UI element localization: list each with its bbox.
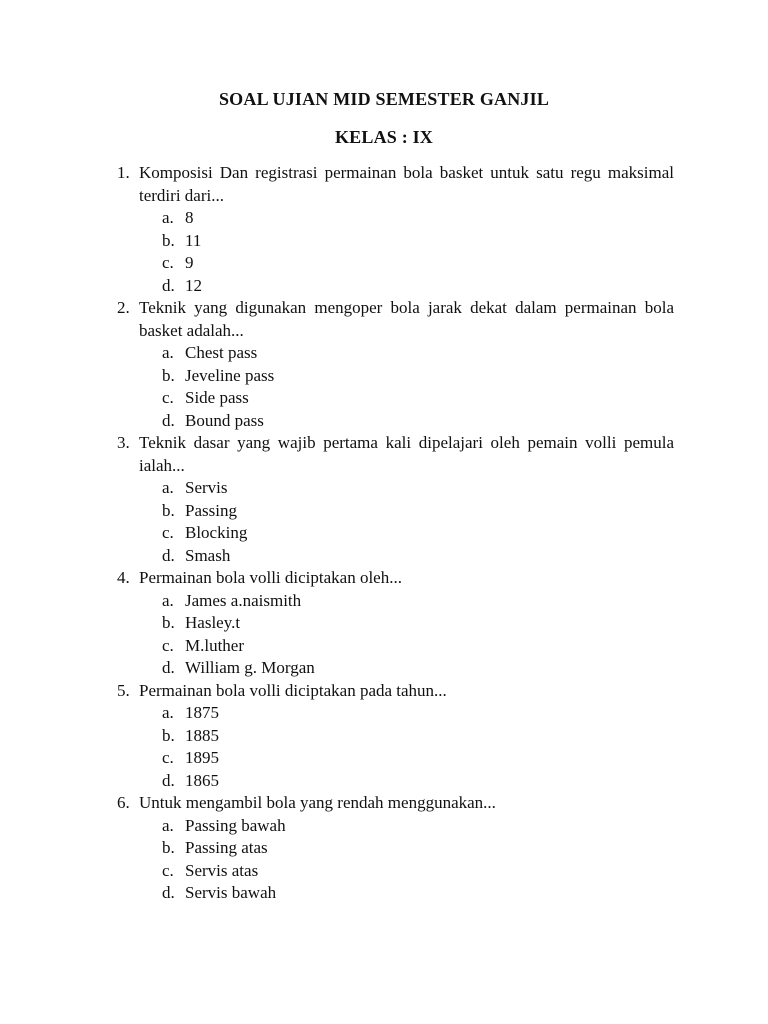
question-text: Untuk mengambil bola yang rendah menggunakan... xyxy=(139,793,496,812)
answer-option xyxy=(0,545,768,568)
answer-option xyxy=(0,365,768,388)
answer-options xyxy=(0,590,768,680)
option-text: 11 xyxy=(185,230,202,250)
option-letter: c. xyxy=(162,860,174,880)
option-text: 1885 xyxy=(185,725,219,745)
option-letter: a. xyxy=(162,208,174,227)
question-item xyxy=(0,432,768,567)
option-text: Passing bawah xyxy=(185,815,286,835)
option-letter: d. xyxy=(162,410,175,430)
option-letter: b. xyxy=(162,230,175,250)
option-letter: a. xyxy=(162,478,174,497)
option-letter: d. xyxy=(162,883,175,902)
option-text: 9 xyxy=(185,253,194,272)
option-letter: c. xyxy=(162,748,174,767)
question-number: 5. xyxy=(117,680,130,700)
option-text: James a.naismith xyxy=(185,590,302,610)
option-letter: c. xyxy=(162,388,174,407)
option-letter: c. xyxy=(162,523,174,542)
answer-option xyxy=(0,275,768,298)
option-text: Passing atas xyxy=(185,838,268,857)
option-letter: a. xyxy=(162,815,174,835)
question-list xyxy=(0,162,768,905)
question-number: 1. xyxy=(117,163,130,182)
answer-option xyxy=(0,770,768,793)
answer-options xyxy=(0,702,768,792)
question-number: 3. xyxy=(117,433,130,452)
option-letter: b. xyxy=(162,838,175,857)
option-text: Smash xyxy=(185,545,231,565)
question-text: Teknik yang digunakan mengoper bola jarak dekat dalam permainan bola basket adalah... xyxy=(139,298,674,340)
question-text: Teknik dasar yang wajib pertama kali dipelajari oleh pemain volli pemula ialah... xyxy=(139,433,674,475)
question-text: Permainan bola volli diciptakan pada tahun... xyxy=(139,680,447,700)
option-letter: b. xyxy=(162,725,175,745)
answer-options xyxy=(0,815,768,905)
option-text: 1875 xyxy=(185,703,219,722)
answer-option xyxy=(0,522,768,545)
answer-option xyxy=(0,387,768,410)
question-item xyxy=(0,680,768,793)
answer-option xyxy=(0,860,768,883)
class-heading: KELAS : IX xyxy=(334,127,434,147)
answer-option xyxy=(0,747,768,770)
answer-option xyxy=(0,477,768,500)
option-letter: a. xyxy=(162,343,174,362)
exam-title: SOAL UJIAN MID SEMESTER GANJIL xyxy=(218,89,550,109)
question-number: 4. xyxy=(117,568,130,587)
option-letter: d. xyxy=(162,658,175,677)
option-text: Chest pass xyxy=(185,343,258,362)
option-text: 1895 xyxy=(185,748,219,767)
answer-option xyxy=(0,612,768,635)
answer-option xyxy=(0,590,768,613)
answer-option xyxy=(0,207,768,230)
answer-option xyxy=(0,882,768,905)
option-text: Passing xyxy=(185,500,237,520)
answer-option xyxy=(0,410,768,433)
answer-option xyxy=(0,500,768,523)
option-letter: b. xyxy=(162,500,175,520)
question-number: 2. xyxy=(117,298,130,317)
question-item xyxy=(0,297,768,432)
answer-options xyxy=(0,342,768,432)
question-text: Komposisi Dan registrasi permainan bola basket untuk satu regu maksimal terdiri dari... xyxy=(139,163,674,205)
answer-option xyxy=(0,230,768,253)
option-text: Hasley.t xyxy=(185,613,241,632)
option-text: Side pass xyxy=(185,388,249,407)
option-text: Blocking xyxy=(185,523,248,542)
answer-option xyxy=(0,702,768,725)
option-letter: c. xyxy=(162,253,174,272)
question-item xyxy=(0,792,768,905)
answer-options xyxy=(0,477,768,567)
option-letter: a. xyxy=(162,703,174,722)
question-text: Permainan bola volli diciptakan oleh... xyxy=(139,568,402,587)
answer-option xyxy=(0,837,768,860)
option-text: Jeveline pass xyxy=(185,365,275,385)
option-text: 8 xyxy=(185,208,194,227)
answer-option xyxy=(0,635,768,658)
answer-option xyxy=(0,252,768,275)
option-text: M.luther xyxy=(185,635,245,655)
option-text: 1865 xyxy=(185,770,219,790)
option-letter: b. xyxy=(162,365,175,385)
option-letter: a. xyxy=(162,590,174,610)
option-letter: d. xyxy=(162,545,175,565)
option-text: 12 xyxy=(185,275,202,295)
option-letter: d. xyxy=(162,275,175,295)
option-text: Servis atas xyxy=(185,860,259,880)
answer-options xyxy=(0,207,768,297)
answer-option xyxy=(0,815,768,838)
option-letter: c. xyxy=(162,635,174,655)
option-text: Bound pass xyxy=(185,410,264,430)
answer-option xyxy=(0,725,768,748)
option-text: Servis xyxy=(185,478,228,497)
option-text: Servis bawah xyxy=(185,883,277,902)
answer-option xyxy=(0,657,768,680)
answer-option xyxy=(0,342,768,365)
option-letter: d. xyxy=(162,770,175,790)
question-item xyxy=(0,162,768,297)
option-letter: b. xyxy=(162,613,175,632)
question-number: 6. xyxy=(117,793,130,812)
option-text: William g. Morgan xyxy=(185,658,315,677)
question-item xyxy=(0,567,768,680)
